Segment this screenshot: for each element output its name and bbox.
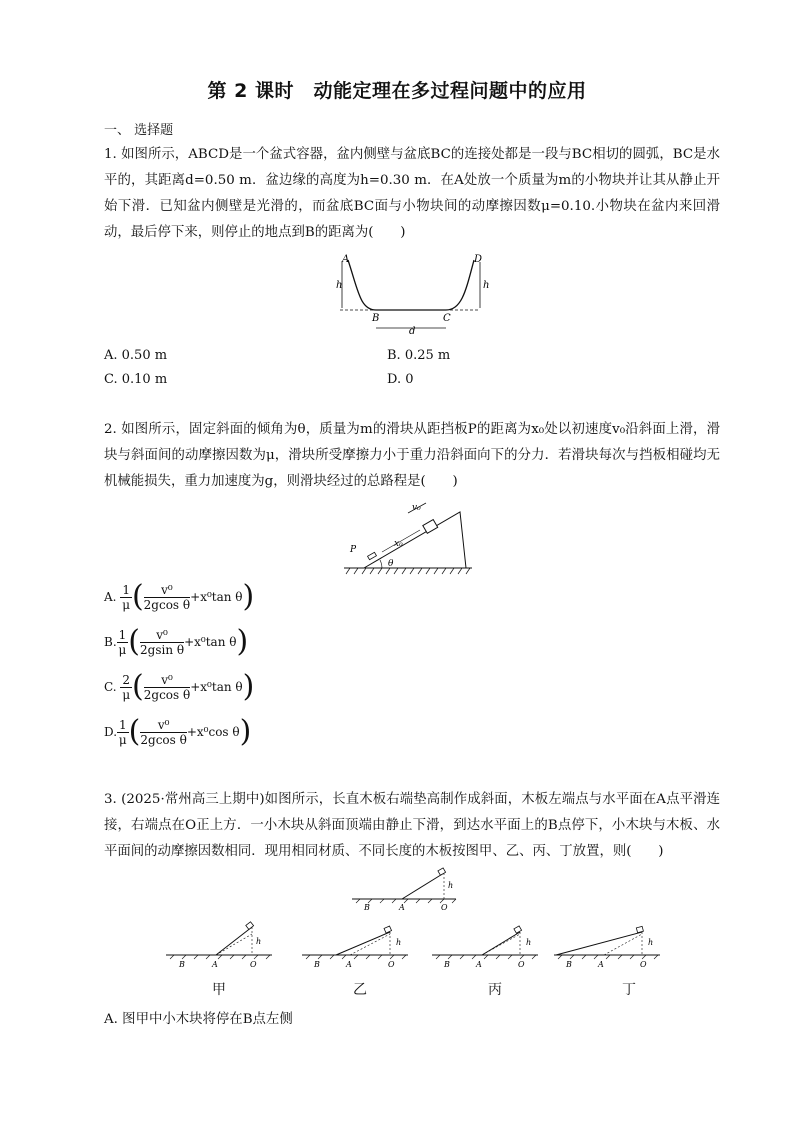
numerator: v⁰	[144, 673, 190, 688]
label-h-left: h	[336, 280, 343, 291]
mu: μ	[122, 597, 131, 612]
q2-option-c: C. $\frac{2}{\mu}$ ( $\frac{\text{v⁰}}{\text{2gcos θ}}$ +x⁰tan θ )	[104, 669, 255, 704]
sub-label-jia: 甲	[212, 982, 226, 998]
label-B: B	[566, 960, 572, 969]
label-A: A	[346, 960, 352, 969]
angle-arc	[380, 560, 382, 568]
page-title: 第 2 课时 动能定理在多过程问题中的应用	[207, 80, 587, 102]
incline-wedge	[364, 512, 466, 568]
tail-term: +x⁰tan θ	[190, 680, 243, 694]
label-D: D	[474, 254, 483, 265]
option-letter: C.	[104, 680, 117, 694]
option-letter: A.	[104, 590, 117, 604]
label-h-right: h	[483, 280, 490, 291]
coef: 1	[118, 627, 127, 642]
denominator: 2gcos θ	[143, 597, 191, 612]
figure-incline	[342, 500, 476, 578]
q2-option-a: A. $\frac{1}{\mu}$ ( $\frac{\text{v⁰}}{\text{2gcos θ}}$ +x⁰tan θ )	[104, 579, 255, 614]
figure-ding	[552, 920, 664, 970]
tail-term: +x⁰tan θ	[190, 590, 243, 604]
numerator: v⁰	[140, 718, 186, 733]
tail-term: +x⁰cos θ	[186, 725, 240, 739]
q1-option-a: A. 0.50 m	[104, 348, 168, 363]
coef: 1	[119, 717, 127, 732]
question-1-text: 1. 如图所示，ABCD是一个盆式容器，盆内侧壁与盆底BC的连接处都是一段与BC相切的圆弧，BC是水平的，其距离d=0.50 m．盆边缘的高度为h=0.30 m．在A处放一个质量为m的小物块并让其从静止开始下滑．已知盆内侧壁是光滑的，而盆底BC面与小物块间的动摩擦因数μ=0.10.小物块在盆内来回滑动，最后停下来，则停止的地点到B的距离为( )	[104, 147, 720, 240]
label-P: P	[350, 545, 357, 555]
plate-P	[368, 552, 377, 559]
option-letter: B.	[104, 635, 117, 649]
label-A: A	[212, 960, 218, 969]
label-h: h	[448, 881, 454, 890]
q1-option-c: C. 0.10 m	[104, 372, 168, 387]
label-A: A	[476, 960, 482, 969]
label-h: h	[648, 938, 654, 947]
label-B: B	[314, 960, 320, 969]
denominator: 2gcos θ	[140, 732, 187, 747]
mu: μ	[118, 642, 127, 657]
label-O: O	[250, 960, 257, 969]
basin-curve	[348, 260, 474, 310]
q1-option-b: B. 0.25 m	[387, 348, 451, 363]
q2-option-d: D. $\frac{1}{\mu}$ ( $\frac{\text{v⁰}}{\text{2gcos θ}}$ +x⁰cos θ )	[104, 714, 252, 749]
label-B: B	[444, 960, 450, 969]
label-h: h	[526, 938, 532, 947]
ground-hatching	[346, 568, 470, 574]
label-C: C	[443, 313, 451, 324]
sub-label-bing: 丙	[488, 982, 502, 998]
label-B: B	[372, 313, 380, 324]
label-h: h	[256, 937, 262, 946]
option-letter: D.	[104, 725, 118, 739]
denominator: 2gcos θ	[143, 687, 191, 702]
figure-bing	[430, 920, 542, 970]
label-x0: x₀	[394, 539, 403, 549]
label-O: O	[640, 960, 647, 969]
label-h: h	[396, 938, 402, 947]
coef: 1	[122, 582, 130, 597]
label-theta: θ	[388, 559, 394, 569]
label-A: A	[342, 254, 350, 265]
label-A: A	[399, 903, 405, 912]
label-d: d	[409, 326, 416, 336]
section-heading: 一、 选择题	[104, 123, 174, 138]
q1-option-d: D. 0	[387, 372, 414, 387]
label-v0: v₀	[412, 503, 421, 513]
label-A: A	[598, 960, 604, 969]
sub-label-ding: 丁	[622, 982, 636, 998]
label-B: B	[179, 960, 185, 969]
tail-term: +x⁰tan θ	[184, 635, 237, 649]
mu: μ	[118, 732, 127, 747]
figure-basin	[330, 250, 490, 336]
slider-block	[423, 520, 438, 534]
figure-jia	[164, 920, 276, 970]
coef: 2	[122, 672, 131, 687]
figure-board-main	[350, 866, 460, 914]
mu: μ	[122, 687, 131, 702]
label-O: O	[388, 960, 395, 969]
q3-option-a: A. 图甲中小木块将停在B点左侧	[104, 1012, 293, 1027]
label-O: O	[441, 903, 448, 912]
numerator: v⁰	[140, 628, 184, 643]
denominator: 2gsin θ	[140, 642, 185, 657]
sub-label-yi: 乙	[353, 982, 367, 998]
label-O: O	[518, 960, 525, 969]
figure-yi	[300, 920, 412, 970]
q2-option-b: B. $\frac{1}{\mu}$ ( $\frac{\text{v⁰}}{\text{2gsin θ}}$ +x⁰tan θ )	[104, 624, 249, 659]
numerator: v⁰	[144, 583, 190, 598]
question-3-text: 3. (2025·常州高三上期中)如图所示，长直木板右端垫高制作成斜面，木板左端点与水平面在A点平滑连接，右端点在O正上方．一小木块从斜面顶端由静止下滑，到达水平面上的B点停下，小木块与木板、水平面间的动摩擦因数相同．现用相同材质、不同长度的木板按图甲、乙、丙、丁放置，则( )	[104, 792, 720, 859]
question-2-text: 2. 如图所示，固定斜面的倾角为θ，质量为m的滑块从距挡板P的距离为x₀处以初速度v₀沿斜面上滑，滑块与斜面间的动摩擦因数为μ，滑块所受摩擦力小于重力沿斜面向下的分力．若滑块每次与挡板相碰均无机械能损失，重力加速度为g，则滑块经过的总路程是( )	[104, 422, 720, 489]
label-B: B	[364, 903, 370, 912]
